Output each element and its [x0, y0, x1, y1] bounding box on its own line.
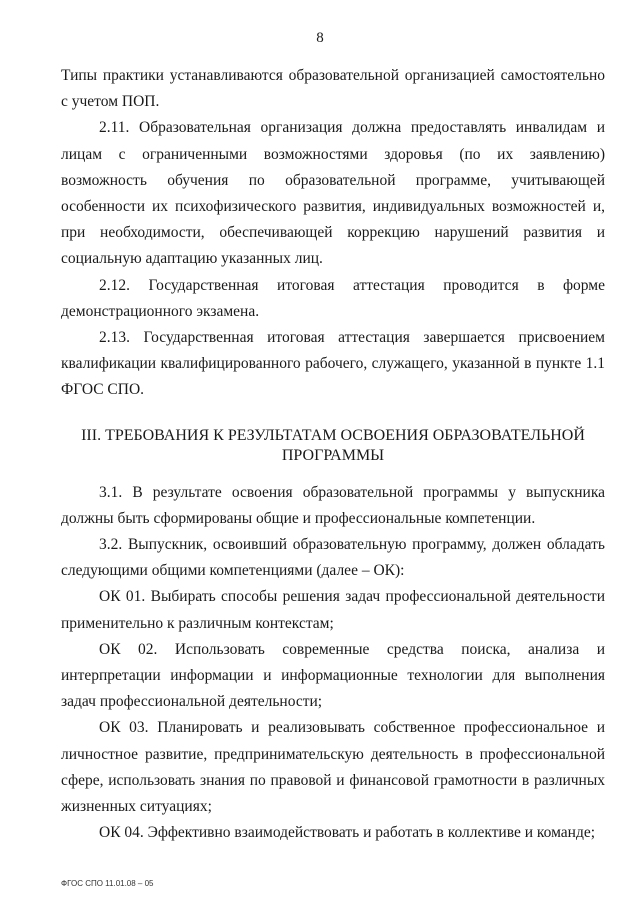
paragraph-ok-04: ОК 04. Эффективно взаимодействовать и работать в коллективе и команде;: [99, 824, 596, 842]
paragraph-ok-01: ОК 01. Выбирать способы решения задач профессиональной деятельности применительно к различным контекстам;: [61, 588, 605, 632]
page-content: [61, 63, 605, 846]
paragraph-2-13: 2.13. Государственная итоговая аттестация завершается присвоением квалификации квалифицированного рабочего, служащего, указанной в пункте 1.1 ФГОС СПО.: [61, 329, 605, 399]
section-heading-line2: ПРОГРАММЫ: [281, 446, 385, 464]
page-number: 8: [316, 30, 324, 46]
section-heading: [61, 426, 605, 466]
paragraph-2-11: 2.11. Образовательная организация должна предоставлять инвалидам и лицам с ограниченными возможностями здоровья (по их заявлению) возможность обучения по образовательной программе, учитывающей особенности их психофизического развития, индивидуальных возможностей и, при необходимости, обеспечивающей коррекцию нарушений развития и социальную адаптацию указанных лиц.: [61, 119, 605, 268]
page-footer: ФГОС СПО 11.01.08 – 05: [61, 879, 154, 888]
paragraph-ok-03: ОК 03. Планировать и реализовывать собственное профессиональное и личностное развитие, предпринимательскую деятельность в профессиональной сфере, использовать знания по правовой и финансовой грамотности в различных жизненных ситуациях;: [61, 719, 605, 816]
paragraph-3-2: 3.2. Выпускник, освоивший образовательную программу, должен обладать следующими общими компетенциями (далее – ОК):: [61, 536, 605, 580]
paragraph-ok-02: ОК 02. Использовать современные средства поиска, анализа и интерпретации информации и информационные технологии для выполнения задач профессиональной деятельности;: [61, 640, 605, 711]
paragraph-3-1: 3.1. В результате освоения образовательной программы у выпускника должны быть сформированы общие и профессиональные компетенции.: [61, 483, 605, 527]
section-heading-line1: III. ТРЕБОВАНИЯ К РЕЗУЛЬТАТАМ ОСВОЕНИЯ ОБРАЗОВАТЕЛЬНОЙ: [81, 426, 585, 444]
paragraph-continuation: Типы практики устанавливаются образовательной организацией самостоятельно с учетом ПОП.: [61, 67, 605, 111]
paragraph-2-12: 2.12. Государственная итоговая аттестация проводится в форме демонстрационного экзамена.: [61, 276, 605, 320]
